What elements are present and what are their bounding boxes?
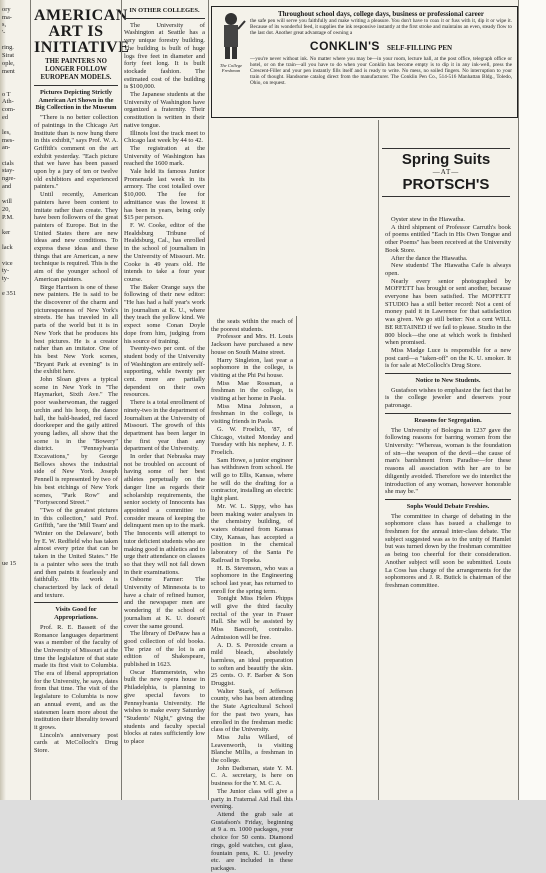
spring-at-line: —AT— bbox=[432, 168, 460, 176]
column-other-colleges bbox=[124, 6, 205, 796]
line-fragment: mes- bbox=[2, 136, 15, 144]
paragraph: Nearly every senior photographed by MOFFETT has brought or sent another, because everyone has been satisfied. The MOFFETT STUDIO has a still better record: Not a cent of money paid it in Lawrence for that satisfaction was given. We go still better: Not a cent WILL BE RETAINED if we fail to please. Studio in the 800 block—the one at which work is finished when promised. bbox=[385, 277, 511, 347]
paragraph: The library of DePauw has a good collection of old books. The prize of the lot is an edition of Shakespeare, published in 1623. bbox=[124, 630, 205, 669]
paragraph: A. D. S. Peroxide cream a mild bleach, absolutely harmless, an ideal preparation to soften and beautify the skin. 25 cents. O. F. Barber & Son Druggist. bbox=[211, 641, 293, 688]
ad-body-top: the safe pen will serve you faithfully and make writing a pleasure. You don't have to coax it or fuss with it, dip it or wipe it. Because of its wonderful feed, it supplies the ink responsive instantly at the first stroke and maintains an even, steady flow to the last dot. Another great advantage of owning a bbox=[250, 18, 512, 36]
paragraph: The Baker Orange says the following of their new editor: "He has had a half year's work in journalism at K. U., where they teach the yellow kind. We expect some Conan Doyle dope from him, judging from his source of training. bbox=[124, 283, 205, 345]
paragraph: Until recently, American painters have been content to imitate rather than create. They have been followers of the great painters of Europe. But in the United States there are new ideas and new conditions. To express these ideas and these things that are American, a new technique is required. This is the aim of the younger school of American painters. bbox=[34, 191, 118, 283]
ad-body-bottom: —you're never without ink. No matter where you may be—in your room, lecture hall, at the post office, telegraph office or hotel, or on the train—all you have to do when your Conklin has become empty is to dip it in any ink-well, press the Crescent-Filler and your pen instantly fills itself and is ready to write. No mess, no soiled fingers. No interruption to your train of thought. Handsome catalog direct from the manufacturer. The Conklin Pen Co., 514-516 Manhattan Bldg., Toledo, Ohio, on request. bbox=[250, 56, 512, 86]
line-fragment bbox=[2, 421, 27, 429]
line-fragment bbox=[2, 406, 27, 414]
line-fragment bbox=[2, 413, 27, 421]
line-fragment bbox=[2, 506, 27, 514]
paragraph: John Dadisman, state Y. M. C. A. secretary, is here on business for the Y. M. C. A. bbox=[211, 764, 293, 788]
deck-pictures: Pictures Depicting Strictly American Art Shown in the Big Collection in the Museum bbox=[35, 89, 117, 112]
line-fragment: Ath- bbox=[2, 98, 14, 106]
headline-sophs: Sophs Would Debate Freshies. bbox=[406, 502, 490, 510]
line-fragment bbox=[2, 452, 27, 460]
headline-other-colleges: IN OTHER COLLEGES. bbox=[129, 7, 200, 14]
paragraph: Harry Singleton, last year a sophomore in the college, is visiting at the Phi Psi house. bbox=[211, 356, 293, 379]
paragraph: Illinois lost the track meet to Chicago last week by 44 to 42. bbox=[124, 129, 205, 145]
paragraph: The committee in charge of debating in the sophomore class has issued a challenge to freshmen for the annual inter-class debate. The subject suggested was as to the unity of Hamlet but was turned down by the freshman committee as being too cheerful for their consideration. Another subject will soon be submitted. Louis La Coss has charge of the arrangements for the sophomores and J. R. Butick is chairman of the freshman committee. bbox=[385, 512, 511, 589]
line-fragment bbox=[2, 321, 27, 329]
article-body bbox=[385, 216, 511, 370]
line-fragment bbox=[2, 360, 27, 368]
paragraph: Miss Mina Johnson, a freshman in the college, is visiting friends in Paola. bbox=[211, 402, 293, 426]
column-rule bbox=[296, 316, 297, 800]
line-fragment: ngre- bbox=[2, 175, 16, 183]
article-body bbox=[124, 22, 205, 746]
line-fragment bbox=[2, 529, 27, 537]
article-body bbox=[385, 513, 511, 590]
line-fragment: lack bbox=[2, 244, 13, 252]
headline-notice: Notice to New Students. bbox=[415, 377, 481, 385]
line-fragment bbox=[2, 237, 27, 245]
line-fragment bbox=[2, 75, 27, 83]
paragraph: Prof. R. E. Bassett of the Romance languages department was a member of the faculty of the University of Missouri at the time the legislature of that state made its first visit to Columbia. The era of liberal appropriation for the University, he says, dates from that time. The visit of the legislature to Columbia is now an annual event, and as the statesmen learn more about the institution their liberality toward it grows. bbox=[34, 623, 118, 731]
illustration-caption: The College Freshman bbox=[219, 63, 243, 73]
ad-pen-name: CONKLIN'S bbox=[309, 39, 380, 53]
line-fragment bbox=[2, 37, 27, 45]
column-rule bbox=[208, 0, 209, 800]
line-fragment bbox=[2, 352, 27, 360]
ad-headline: Throughout school days, college days, business or professional career bbox=[277, 10, 484, 18]
paragraph: A third shipment of Professor Carruth's book of poems entitled "Each in His Own Tongue and other Poems" has been received at the University Book Store. bbox=[385, 223, 511, 254]
line-fragment bbox=[2, 490, 27, 498]
paragraph: Miss Julia Willard, of Leavenworth, is visiting Blanche Millis, a freshman in the college. bbox=[211, 733, 293, 765]
line-fragment: ty- bbox=[2, 275, 10, 283]
paragraph: Oyster stew in the Hiawatha. bbox=[391, 216, 466, 223]
paragraph: "Two of the greatest pictures in this collection," said Prof. Griffith, "are the 'Mill Team' and 'Winter on the Delaware', both by E. W. Redfield who has taken almost every prize that can be taken in the United States." He is a painter who sees the truth and then paints it fearlessly and faithfully. His work is characterized by lack of detail and texture. bbox=[34, 506, 118, 599]
college-freshman-illustration bbox=[216, 11, 246, 61]
paragraph: Lincoln's anniversary post cards at McColloch's Drug Store. bbox=[34, 731, 118, 755]
protsch-spring-suits-ad bbox=[382, 148, 510, 212]
paragraph: There is a total enrollment of ninety-two in the department of Journalism at the University of Missouri. The growth of this department has been larger in the first year than any department of the University. bbox=[124, 399, 205, 453]
paragraph: John Sloan gives a typical scene in New York in "The Haymarket, Sixth Ave." The poor washerwoman, the ragged urchin and his hoop, the dance hall, the bald-headed, red faced doorkeeper and the gaily attired young ladies, all show that the scene is in the "Bowery" district. "Pennsylvania Excavations," by George Bellows shows the industrial side of New York. Joseph Pennell is represented by two of his best etchings of New York scenes, "Park Row" and "Fortysecond Street." bbox=[34, 376, 118, 507]
line-fragment bbox=[2, 314, 27, 322]
paragraph: New students! The Hiawatha Cafe is always open. bbox=[385, 262, 511, 277]
headline-american-art: AMERICAN ART IS INITIATIVE bbox=[34, 7, 130, 56]
line-fragment bbox=[2, 221, 27, 229]
line-fragment bbox=[2, 152, 27, 160]
line-fragment bbox=[2, 283, 27, 291]
line-fragment bbox=[2, 367, 27, 375]
article-body bbox=[385, 387, 511, 410]
article-body bbox=[34, 114, 118, 599]
line-fragment: ople, bbox=[2, 59, 15, 67]
line-fragment: will bbox=[2, 198, 12, 206]
line-fragment: ker bbox=[2, 228, 11, 236]
line-fragment: ory bbox=[2, 6, 11, 13]
line-fragment bbox=[2, 83, 27, 91]
line-fragment bbox=[2, 375, 27, 383]
paragraph: The Japanese students at the University of Washington have organized a fraternity. Their constitution is written in their native tongue. bbox=[124, 91, 205, 129]
line-fragment bbox=[2, 306, 27, 314]
conklin-pen-advertisement bbox=[211, 6, 518, 118]
line-fragment: ma- bbox=[2, 13, 12, 21]
paragraph: Gustafson wishes to emphasize the fact that he is the college jeweler and deserves your patronage. bbox=[385, 386, 511, 410]
line-fragment bbox=[2, 344, 27, 352]
headline-visits: Visits Good for Appropriations. bbox=[54, 606, 98, 622]
line-fragment bbox=[2, 437, 27, 445]
line-fragment: ue 15 bbox=[2, 559, 17, 567]
paragraph: Miss Mae Rossman, a freshman in the college, is visiting at her home in Paola. bbox=[211, 379, 293, 403]
line-fragment: s, bbox=[2, 21, 7, 29]
line-fragment bbox=[2, 390, 27, 398]
line-fragment bbox=[2, 329, 27, 337]
line-fragment bbox=[2, 475, 27, 483]
paragraph: Tonight Miss Helen Phipps will give the third faculty recital of the year in Fraser Hall. She will be assisted by Miss Bancroft, contralto. Admission will be free. bbox=[211, 595, 293, 641]
paragraph: Twenty-two per cent. of the student body of the University of Washington are entirely self-supporting, while twenty per cent. more are partially dependent on their own resources. bbox=[124, 345, 205, 399]
column-campus-notes bbox=[385, 216, 511, 796]
headline-reasons: Reasons for Segregation. bbox=[414, 416, 482, 424]
line-fragment bbox=[2, 552, 27, 560]
column-rule bbox=[30, 0, 31, 800]
paragraph: The University of Bologna in 1237 gave the following reasons for barring women from the University: "Whereas, woman is the foundation of sin—the weapon of the devil—the cause of man's banishment from Paradise—for these reasons all association with her are to be diligently avoided. Therefore we do interdict the introduction of any woman, however honorable she may be." bbox=[385, 426, 511, 496]
column-locals bbox=[211, 318, 293, 872]
line-fragment: vice bbox=[2, 259, 13, 267]
column-rule bbox=[121, 0, 122, 800]
line-fragment bbox=[2, 191, 27, 199]
paragraph: Yale held its famous Junior Promenade last week in its armory. The cost totalled over $10,000. The fee for admittance was the lowest it has been in years, being only $15 per person. bbox=[124, 168, 205, 222]
line-fragment: '- bbox=[2, 29, 6, 37]
line-fragment bbox=[2, 513, 27, 521]
paragraph: "There is no better collection of paintings in the Chicago Art Institute than is now hung there in this exhibit," says Prof. W. A. Griffith's comment on the art exhibit yesterday. "Each picture that we have has been passed upon by a jury of ten or twelve old exhibitors and experienced painters." bbox=[34, 114, 118, 191]
line-fragment: o T bbox=[2, 90, 11, 98]
paragraph: Walter Stark, of Jefferson county, who has been attending the State Agricultural School for the past two years, has enrolled in the freshman medic class of the University. bbox=[211, 687, 293, 734]
paragraph: Professor and Mrs. H. Louis Jackson have purchased a new house on South Maine street. bbox=[211, 333, 293, 356]
line-fragment bbox=[2, 467, 27, 475]
line-fragment: com- bbox=[2, 105, 16, 113]
paragraph: After the dance the Hiawatha. bbox=[391, 254, 468, 262]
paragraph: G. W. Froelich, '87, of Chicago, visited Monday and Tuesday with his nephew, J. F. Froelich. bbox=[211, 425, 293, 456]
paragraph: Birge Harrison is one of these new painters. He is said to be the discoverer of the charm and picturesqueness of New York's streets. He has traveled in all parts of the world but it is in New York that he produces his best pictures. He is a creator rather than an imitator. One of his best New York scenes, "Bryant Park at evening" is in the exhibit here. bbox=[34, 283, 118, 376]
paragraph: Oscar Hammerstein, who built the new opera house in Philadelphia, is planning to give special favors to Pennsylvania University. He wishes to make every Saturday "Students' Night," giving the students and faculty special blocks at rates sufficiently low to place bbox=[124, 668, 205, 746]
line-fragment: 20, bbox=[2, 205, 10, 213]
spring-suits-line: Spring Suits bbox=[401, 151, 491, 168]
line-fragment: ring. bbox=[2, 44, 14, 52]
line-fragment: ed bbox=[2, 113, 9, 121]
ad-pen-subtitle: SELF-FILLING PEN bbox=[386, 44, 453, 52]
left-fragment-column bbox=[2, 6, 27, 567]
paragraph: the seats within the reach of the poorest students. bbox=[211, 318, 293, 333]
paragraph: The University of Washington at Seattle has a very unique forestry building. The building is built of huge logs five feet in diameter and forty feet long. It is built stockade fashion. The estimated cost of the building is $100,000. bbox=[124, 21, 205, 91]
line-fragment bbox=[2, 252, 27, 260]
line-fragment bbox=[2, 544, 27, 552]
paragraph: Mr. W. L. Sippy, who has been making water analyses in the chemistry building, of waters obtained from Kansas City, Kansas, has accepted a position in the chemical laboratory of the Santa Fe Railroad in Topeka. bbox=[211, 502, 293, 564]
line-fragment bbox=[2, 536, 27, 544]
line-fragment bbox=[2, 298, 27, 306]
column-rule bbox=[378, 120, 379, 800]
line-fragment: les, bbox=[2, 129, 11, 136]
line-fragment bbox=[2, 483, 27, 491]
paragraph: Miss Madge Luce is responsible for a new post card—a "taken-off" on the K. U. smoker. It is for sale at McColloch's Drug Store. bbox=[385, 346, 511, 370]
line-fragment: P.M. bbox=[2, 213, 14, 221]
line-fragment: ty- bbox=[2, 267, 10, 275]
page-margin bbox=[519, 0, 546, 800]
line-fragment bbox=[2, 444, 27, 452]
line-fragment bbox=[2, 121, 27, 129]
paragraph: Attend the grab sale at Gustafson's Friday, beginning at 9 a. m. 1000 packages, your choice for 50 cents. Diamond rings, gold watches, cut glass, fountain pens, K. U. jewelry etc. are included in these packages. bbox=[211, 811, 293, 872]
paragraph: The registration at the University of Washington has reached the 1600 mark. bbox=[124, 144, 205, 168]
line-fragment: stay- bbox=[2, 167, 15, 175]
line-fragment bbox=[2, 398, 27, 406]
subheadline-painters: THE PAINTERS NO LONGER FOLLOW EUROPEAN MODELS. bbox=[40, 58, 112, 81]
line-fragment: ment bbox=[2, 67, 15, 75]
protsch-line: PROTSCH'S bbox=[402, 176, 490, 193]
line-fragment: Sirat bbox=[2, 52, 15, 60]
line-fragment: e 351 bbox=[2, 290, 17, 298]
line-fragment: cials bbox=[2, 159, 14, 167]
article-body bbox=[385, 427, 511, 496]
column-art-news bbox=[34, 6, 130, 796]
paragraph: Osborne Farmer: The University of Minnesota is to have a chair of refined humor, and the newspaper men are wondering if the school of journalism at K. U. doesn't cover the same ground. bbox=[124, 576, 205, 630]
paragraph: H. B. Stevenson, who was a sophomore in the Engineering school last year, has returned to enroll for the spring term. bbox=[211, 564, 293, 595]
paragraph: Sam Howe, a junior engineer has withdrawn from school. He will go to Ellis, Kansas, where he will do the drafting for a contractor, installing an electric light plant. bbox=[211, 456, 293, 503]
paragraph: In order that Nebraska may not be troubled on account of having some of her best athletes perpetually on the danger line as regards their scholarship requirements, the senior society of Innocents has appointed a committee to consider means of keeping the delinquent men up to the mark. The Innocents will attempt to tutor deficient students who are making good in athletics and to urge their attendance on classes so that they will not fall down in their examinations. bbox=[124, 453, 205, 576]
article-body bbox=[211, 318, 293, 873]
paragraph: The Junior class will give a party in Fraternal Aid Hall this evening. bbox=[211, 787, 293, 811]
line-fragment bbox=[2, 460, 27, 468]
line-fragment bbox=[2, 337, 27, 345]
article-body bbox=[34, 624, 118, 755]
line-fragment: an- bbox=[2, 144, 11, 152]
line-fragment bbox=[2, 521, 27, 529]
line-fragment: and bbox=[2, 182, 12, 190]
line-fragment bbox=[2, 429, 27, 437]
line-fragment bbox=[2, 498, 27, 506]
paragraph: F. W. Cooke, editor of the Healdsburg Tribune of Healdsburg, Cal., has enrolled in the school of journalism in the University of Missouri. Mr. Cooke is 49 years old. He intends to take a four year course. bbox=[124, 221, 205, 283]
line-fragment bbox=[2, 383, 27, 391]
